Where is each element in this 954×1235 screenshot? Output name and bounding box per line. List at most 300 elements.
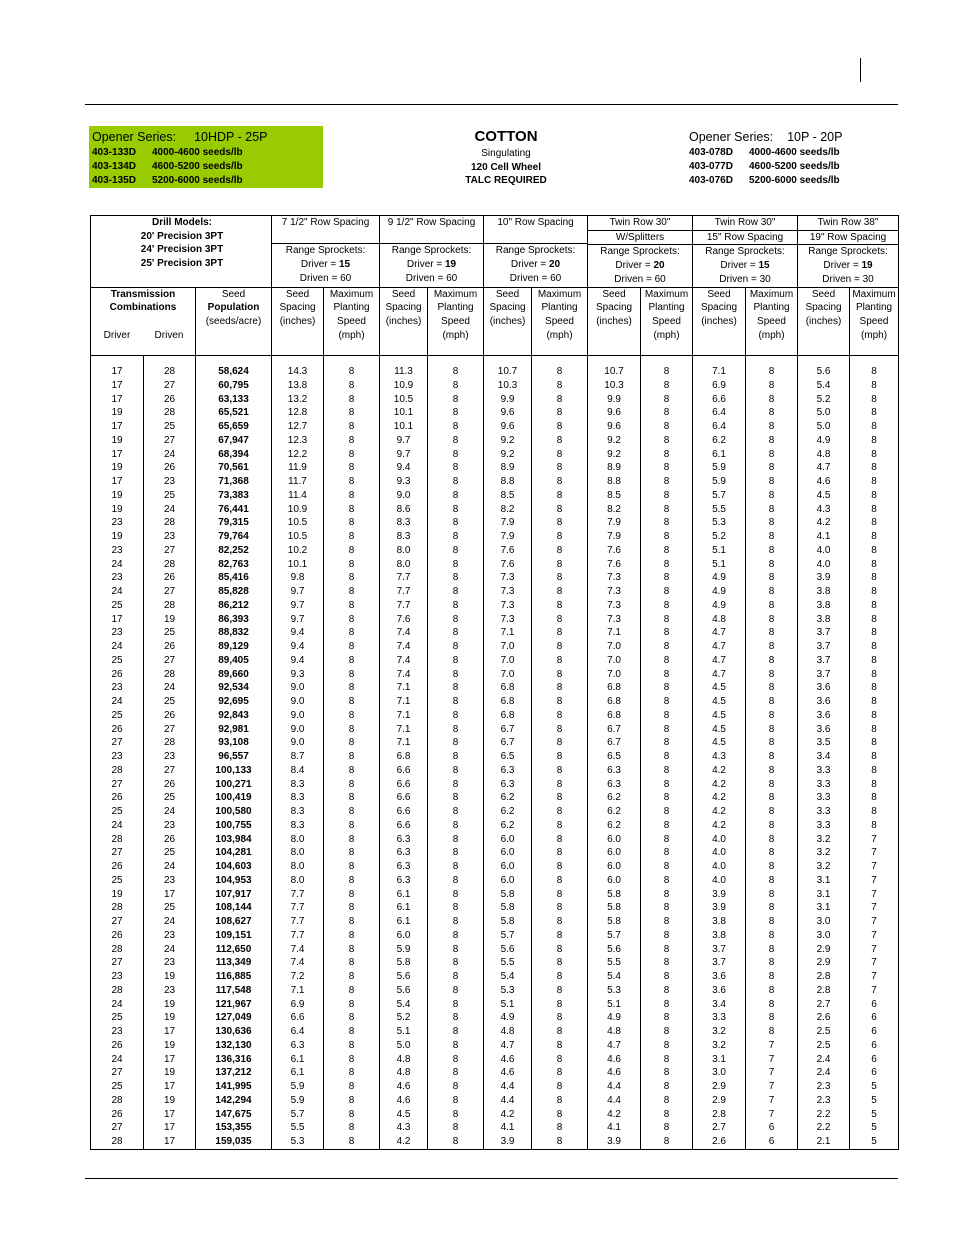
seed-spacing-cell: 10.3: [484, 379, 532, 393]
max-speed-cell: 8: [850, 750, 899, 764]
max-speed-cell: 8: [850, 448, 899, 462]
seed-spacing-header: [272, 287, 324, 355]
spacing-header-7-5: [272, 216, 380, 288]
driver-cell: 23: [91, 626, 144, 640]
max-speed-cell: 8: [641, 736, 693, 750]
seed-spacing-cell: 5.6: [798, 365, 850, 379]
max-speed-cell: 8: [428, 833, 484, 847]
table-row: [91, 778, 899, 792]
population-header: [196, 287, 272, 355]
max-speed-cell: 7: [746, 1094, 798, 1108]
population-cell: 100,133: [196, 764, 272, 778]
population-cell: 100,419: [196, 791, 272, 805]
range-sprockets-label: Range Sprockets:: [588, 244, 692, 259]
spacer-cell: [850, 355, 899, 365]
driven-cell: 23: [144, 874, 196, 888]
max-speed-cell: 8: [532, 888, 588, 902]
drill-model: 20' Precision 3PT: [140, 230, 224, 242]
table-row: [91, 365, 899, 379]
max-speed-cell: 8: [428, 393, 484, 407]
seed-spacing-cell: 3.8: [693, 929, 746, 943]
seed-spacing-cell: 4.4: [588, 1094, 641, 1108]
table-row: [91, 750, 899, 764]
seed-spacing-cell: 9.2: [484, 448, 532, 462]
max-speed-cell: 8: [428, 888, 484, 902]
driven-cell: 25: [144, 626, 196, 640]
header-line: Seed: [707, 288, 731, 300]
seed-spacing-cell: 5.1: [484, 998, 532, 1012]
driver-cell: 26: [91, 668, 144, 682]
seed-spacing-cell: 3.6: [798, 709, 850, 723]
spacer-cell: [532, 355, 588, 365]
seed-spacing-cell: 8.0: [272, 833, 324, 847]
max-speed-cell: 8: [532, 819, 588, 833]
seed-spacing-cell: 10.1: [272, 558, 324, 572]
header-line: (inches): [701, 315, 737, 327]
seed-spacing-cell: 4.6: [588, 1066, 641, 1080]
seed-spacing-cell: 6.6: [380, 778, 428, 792]
max-speed-cell: 8: [746, 736, 798, 750]
max-speed-cell: 8: [746, 640, 798, 654]
max-speed-cell: 8: [850, 599, 899, 613]
driver-label: Driver =: [510, 259, 549, 271]
seed-spacing-cell: 6.6: [272, 1011, 324, 1025]
spacing-header-twin-30: [693, 216, 798, 288]
driven-cell: 26: [144, 640, 196, 654]
seed-spacing-cell: 3.4: [693, 998, 746, 1012]
seed-spacing-cell: 7.0: [484, 640, 532, 654]
max-speed-cell: 8: [746, 1011, 798, 1025]
right-opener-item: [689, 160, 889, 174]
table-row: [91, 461, 899, 475]
max-speed-cell: 8: [324, 503, 380, 517]
seed-spacing-cell: 3.7: [798, 654, 850, 668]
max-speed-cell: 8: [428, 379, 484, 393]
max-speed-cell: 8: [532, 434, 588, 448]
header-line: Seed: [602, 288, 626, 300]
seed-spacing-cell: 11.3: [380, 365, 428, 379]
spacer-cell: [641, 355, 693, 365]
max-speed-cell: 8: [746, 819, 798, 833]
max-speed-cell: 8: [641, 406, 693, 420]
population-cell: 137,212: [196, 1066, 272, 1080]
seed-spacing-cell: 7.0: [588, 654, 641, 668]
range-sprockets-label: Range Sprockets:: [380, 243, 483, 258]
header-line: (mph): [758, 329, 785, 341]
max-speed-cell: 8: [428, 1108, 484, 1122]
max-speed-cell: 8: [532, 585, 588, 599]
seed-spacing-cell: 7.1: [272, 984, 324, 998]
driven-cell: 27: [144, 379, 196, 393]
seed-spacing-cell: 3.9: [588, 1135, 641, 1149]
max-speed-cell: 6: [850, 1066, 899, 1080]
max-speed-cell: 7: [850, 915, 899, 929]
driven-cell: 27: [144, 723, 196, 737]
table-row: [91, 1025, 899, 1039]
driver-cell: 28: [91, 1094, 144, 1108]
table-row: [91, 723, 899, 737]
max-speed-cell: 8: [641, 461, 693, 475]
max-speed-cell: 8: [324, 915, 380, 929]
max-speed-cell: 8: [641, 778, 693, 792]
table-row: [91, 544, 899, 558]
spacer-cell: [428, 355, 484, 365]
seed-spacing-cell: 5.1: [380, 1025, 428, 1039]
max-speed-cell: 8: [641, 489, 693, 503]
max-speed-cell: 8: [641, 915, 693, 929]
seed-spacing-cell: 3.9: [693, 901, 746, 915]
seed-spacing-cell: 8.4: [272, 764, 324, 778]
table-row: [91, 846, 899, 860]
max-speed-cell: 8: [746, 709, 798, 723]
driven-cell: 23: [144, 929, 196, 943]
seed-spacing-cell: 9.2: [484, 434, 532, 448]
seed-spacing-cell: 9.2: [588, 434, 641, 448]
seed-spacing-cell: 7.3: [588, 571, 641, 585]
seed-spacing-cell: 4.2: [693, 819, 746, 833]
max-speed-cell: 8: [428, 723, 484, 737]
header-line: Speed: [545, 315, 574, 327]
max-speed-cell: 8: [428, 420, 484, 434]
driven-cell: 24: [144, 943, 196, 957]
left-opener-box: [89, 126, 323, 188]
header-line: (inches): [489, 315, 526, 327]
max-speed-cell: 7: [746, 1108, 798, 1122]
max-speed-cell: 8: [324, 764, 380, 778]
max-speed-cell: 8: [641, 1039, 693, 1053]
seed-spacing-cell: 2.9: [693, 1094, 746, 1108]
table-row: [91, 585, 899, 599]
max-speed-cell: 7: [850, 860, 899, 874]
max-speed-cell: 8: [850, 805, 899, 819]
max-speed-cell: 8: [641, 681, 693, 695]
max-speed-cell: 8: [428, 695, 484, 709]
seed-spacing-cell: 2.5: [798, 1025, 850, 1039]
left-opener-series: 10HDP - 25P: [194, 130, 268, 144]
seed-spacing-cell: 6.8: [380, 750, 428, 764]
seed-spacing-cell: 5.4: [484, 970, 532, 984]
seed-spacing-cell: 6.1: [272, 1066, 324, 1080]
max-speed-cell: 8: [428, 1025, 484, 1039]
driven-cell: 23: [144, 819, 196, 833]
driver-cell: 23: [91, 750, 144, 764]
table-row: [91, 489, 899, 503]
seed-spacing-cell: 3.7: [798, 668, 850, 682]
seed-spacing-cell: 8.0: [272, 846, 324, 860]
seed-spacing-cell: 2.7: [798, 998, 850, 1012]
spacing-title: 10" Row Spacing: [497, 217, 574, 228]
max-speed-cell: 8: [850, 393, 899, 407]
max-speed-cell: 7: [850, 984, 899, 998]
population-cell: 127,049: [196, 1011, 272, 1025]
driven-cell: 25: [144, 489, 196, 503]
max-speed-cell: 8: [324, 489, 380, 503]
max-speed-cell: 8: [746, 1025, 798, 1039]
max-speed-cell: 8: [324, 819, 380, 833]
seed-spacing-cell: 3.9: [484, 1135, 532, 1149]
max-speed-cell: 8: [641, 833, 693, 847]
header-line: Spacing: [489, 302, 526, 314]
max-speed-cell: 8: [532, 640, 588, 654]
driver-cell: 27: [91, 1121, 144, 1135]
right-opener-item: [689, 174, 889, 188]
driven-cell: 24: [144, 448, 196, 462]
seed-spacing-cell: 7.1: [484, 626, 532, 640]
seed-spacing-cell: 8.0: [380, 544, 428, 558]
seed-spacing-cell: 2.4: [798, 1066, 850, 1080]
seed-spacing-cell: 4.8: [484, 1025, 532, 1039]
seed-spacing-cell: 10.7: [588, 365, 641, 379]
population-cell: 147,675: [196, 1108, 272, 1122]
seed-spacing-cell: 4.2: [588, 1108, 641, 1122]
part-number: 403-133D: [92, 147, 136, 158]
max-speed-cell: 8: [746, 888, 798, 902]
table-row: [91, 874, 899, 888]
max-speed-cell: 8: [532, 833, 588, 847]
max-speed-cell: 8: [428, 846, 484, 860]
seed-spacing-cell: 4.0: [798, 558, 850, 572]
spacer-cell: [324, 355, 380, 365]
driver-cell: 24: [91, 558, 144, 572]
max-speed-cell: 8: [428, 1094, 484, 1108]
seed-spacing-cell: 5.7: [588, 929, 641, 943]
seed-spacing-cell: 6.2: [484, 791, 532, 805]
seed-spacing-cell: 10.5: [272, 516, 324, 530]
table-row: [91, 668, 899, 682]
seed-spacing-cell: 7.7: [272, 901, 324, 915]
max-speed-cell: 8: [641, 668, 693, 682]
seed-spacing-cell: 4.5: [693, 681, 746, 695]
seed-range: 4600-5200 seeds/lb: [152, 161, 243, 172]
max-speed-cell: 8: [641, 1025, 693, 1039]
seed-spacing-cell: 6.5: [484, 750, 532, 764]
seed-spacing-cell: 7.7: [272, 888, 324, 902]
driven-cell: 26: [144, 461, 196, 475]
table-row: [91, 764, 899, 778]
seed-spacing-cell: 5.6: [484, 943, 532, 957]
seed-spacing-cell: 8.9: [484, 461, 532, 475]
max-speed-cell: 8: [324, 723, 380, 737]
max-speed-cell: 8: [532, 750, 588, 764]
seed-spacing-cell: 10.2: [272, 544, 324, 558]
seed-spacing-cell: 4.0: [693, 833, 746, 847]
range-sprockets-label: Range Sprockets:: [693, 244, 797, 259]
left-opener-item: [92, 160, 320, 174]
seed-spacing-cell: 7.6: [484, 544, 532, 558]
seed-spacing-cell: 4.5: [798, 489, 850, 503]
seed-spacing-cell: 6.8: [588, 695, 641, 709]
range-sprockets-label: Range Sprockets:: [272, 243, 379, 258]
max-speed-cell: 8: [532, 915, 588, 929]
max-speed-cell: 8: [532, 695, 588, 709]
max-speed-cell: 8: [746, 943, 798, 957]
max-speed-cell: 8: [850, 434, 899, 448]
max-speed-cell: 8: [746, 860, 798, 874]
drill-model: 25' Precision 3PT: [140, 258, 224, 270]
drill-models-row: [91, 216, 899, 288]
max-speed-cell: 8: [428, 1066, 484, 1080]
part-number: 403-078D: [689, 147, 733, 158]
max-speed-cell: 6: [850, 1011, 899, 1025]
max-speed-cell: 8: [324, 1121, 380, 1135]
driven-cell: 19: [144, 1011, 196, 1025]
seed-spacing-cell: 4.9: [693, 599, 746, 613]
seed-spacing-cell: 7.9: [588, 530, 641, 544]
driver-cell: 17: [91, 475, 144, 489]
driver-cell: 25: [91, 709, 144, 723]
driven-cell: 26: [144, 571, 196, 585]
seed-spacing-cell: 5.2: [693, 530, 746, 544]
driver-cell: 17: [91, 365, 144, 379]
max-speed-cell: 8: [850, 681, 899, 695]
max-speed-cell: 8: [746, 434, 798, 448]
max-speed-cell: 8: [746, 379, 798, 393]
seed-spacing-cell: 8.8: [588, 475, 641, 489]
driven-cell: 23: [144, 750, 196, 764]
driven-cell: 17: [144, 1080, 196, 1094]
seed-spacing-cell: 3.6: [693, 970, 746, 984]
table-row: [91, 860, 899, 874]
seed-spacing-cell: 5.0: [798, 420, 850, 434]
table-row: [91, 681, 899, 695]
seed-spacing-cell: 2.5: [798, 1039, 850, 1053]
max-speed-cell: 8: [324, 420, 380, 434]
max-speed-cell: 8: [641, 379, 693, 393]
seed-spacing-cell: 3.3: [798, 764, 850, 778]
max-speed-cell: 8: [324, 1135, 380, 1149]
max-speed-cell: 8: [850, 406, 899, 420]
seed-spacing-cell: 9.7: [272, 613, 324, 627]
population-cell: 112,650: [196, 943, 272, 957]
spacer-cell: [746, 355, 798, 365]
max-speed-cell: 8: [532, 599, 588, 613]
table-row: [91, 516, 899, 530]
crop-line-1: Singulating: [481, 148, 531, 159]
driver-cell: 24: [91, 695, 144, 709]
seed-spacing-cell: 7.3: [484, 599, 532, 613]
driver-cell: 25: [91, 654, 144, 668]
driven-cell: 28: [144, 558, 196, 572]
max-speed-cell: 8: [532, 1066, 588, 1080]
seed-spacing-cell: 2.9: [693, 1080, 746, 1094]
max-speed-cell: 8: [532, 1080, 588, 1094]
max-speed-cell: 8: [324, 379, 380, 393]
seed-spacing-cell: 3.9: [798, 571, 850, 585]
max-speed-cell: 8: [746, 970, 798, 984]
left-opener-label: Opener Series:: [92, 130, 177, 144]
seed-spacing-cell: 5.5: [693, 503, 746, 517]
transmission-label: Transmission: [110, 288, 176, 300]
max-speed-cell: 8: [428, 406, 484, 420]
max-speed-cell: 8: [532, 1121, 588, 1135]
seed-spacing-cell: 5.0: [798, 406, 850, 420]
seed-spacing-cell: 7.1: [693, 365, 746, 379]
driven-cell: 17: [144, 1121, 196, 1135]
table-row: [91, 434, 899, 448]
seed-spacing-cell: 9.6: [588, 406, 641, 420]
seed-spacing-cell: 6.4: [693, 406, 746, 420]
driver-cell: 26: [91, 791, 144, 805]
max-speed-cell: 8: [428, 461, 484, 475]
driven-cell: 17: [144, 1135, 196, 1149]
driver-cell: 27: [91, 778, 144, 792]
spacer-cell: [196, 355, 272, 365]
max-speed-cell: 8: [641, 1080, 693, 1094]
max-speed-cell: 8: [746, 613, 798, 627]
seed-spacing-cell: 6.0: [588, 833, 641, 847]
seed-spacing-cell: 5.5: [588, 956, 641, 970]
max-speed-cell: 8: [532, 516, 588, 530]
seed-spacing-cell: 6.8: [588, 681, 641, 695]
max-speed-cell: 8: [324, 1108, 380, 1122]
seed-spacing-cell: 3.8: [798, 613, 850, 627]
population-cell: 68,394: [196, 448, 272, 462]
driven-cell: 24: [144, 915, 196, 929]
max-speed-cell: 8: [641, 599, 693, 613]
driver-cell: 25: [91, 1011, 144, 1025]
seed-spacing-cell: 4.5: [693, 723, 746, 737]
max-speed-cell: 8: [428, 750, 484, 764]
max-speed-cell: 8: [324, 599, 380, 613]
max-speed-cell: 5: [850, 1094, 899, 1108]
table-row: [91, 736, 899, 750]
seed-spacing-cell: 7.4: [380, 668, 428, 682]
seed-spacing-cell: 7.3: [484, 613, 532, 627]
seed-spacing-cell: 6.8: [484, 709, 532, 723]
crop-line-3: TALC REQUIRED: [465, 175, 547, 186]
max-speed-cell: 8: [746, 984, 798, 998]
seed-spacing-cell: 4.3: [693, 750, 746, 764]
driven-cell: 24: [144, 805, 196, 819]
max-speed-cell: 8: [746, 833, 798, 847]
population-cell: 79,315: [196, 516, 272, 530]
table-row: [91, 599, 899, 613]
seed-spacing-cell: 6.8: [588, 709, 641, 723]
seed-spacing-cell: 10.5: [272, 530, 324, 544]
max-speed-cell: 7: [746, 1066, 798, 1080]
table-row: [91, 915, 899, 929]
seed-spacing-cell: 7.7: [272, 915, 324, 929]
table-row: [91, 1080, 899, 1094]
max-speed-cell: 8: [532, 943, 588, 957]
max-speed-cell: 8: [532, 1094, 588, 1108]
max-speed-cell: 6: [850, 1053, 899, 1067]
max-speed-cell: 8: [641, 709, 693, 723]
seed-spacing-cell: 4.2: [693, 791, 746, 805]
seed-spacing-cell: 10.3: [588, 379, 641, 393]
max-speed-cell: 8: [641, 750, 693, 764]
max-speed-cell: 8: [641, 613, 693, 627]
max-speed-cell: 7: [746, 1080, 798, 1094]
seed-spacing-cell: 2.6: [798, 1011, 850, 1025]
max-speed-cell: 8: [532, 846, 588, 860]
population-cell: 86,393: [196, 613, 272, 627]
seed-spacing-cell: 6.8: [484, 695, 532, 709]
driven-cell: 24: [144, 503, 196, 517]
seed-spacing-cell: 6.6: [693, 393, 746, 407]
spacer-cell: [380, 355, 428, 365]
table-row: [91, 1121, 899, 1135]
driven-col-label: Driven: [154, 329, 184, 341]
max-speed-cell: 8: [641, 970, 693, 984]
max-speed-cell: 8: [641, 365, 693, 379]
max-speed-cell: 8: [532, 420, 588, 434]
max-speed-cell: 8: [532, 791, 588, 805]
table-row: [91, 1066, 899, 1080]
population-cell: 153,355: [196, 1121, 272, 1135]
seed-spacing-cell: 8.3: [380, 516, 428, 530]
table-row: [91, 695, 899, 709]
